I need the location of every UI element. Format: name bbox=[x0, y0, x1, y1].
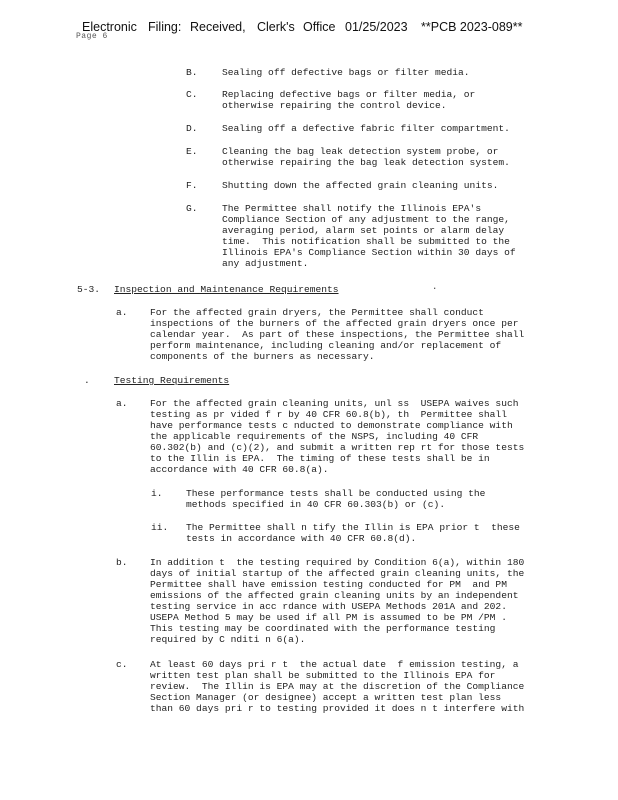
header-received: Received, bbox=[190, 20, 246, 34]
section-6-item-b-line: emissions of the affected grain cleaning units by an independent bbox=[150, 590, 519, 601]
section-6-item-a-label: a. bbox=[116, 398, 128, 409]
section-6-item-c-label: c. bbox=[116, 659, 128, 670]
section-6-sub-item-ii-line: The Permittee shall n tify the Illin is EPA prior t these bbox=[186, 522, 520, 533]
list-item-g-line: averaging period, alarm set points or alarm delay bbox=[222, 225, 505, 236]
list-item-e-label: E. bbox=[186, 146, 198, 157]
section-6-item-b-line: In addition t the testing required by Condition 6(a), within 180 bbox=[150, 557, 525, 568]
section-6-sub-item-i-label: i. bbox=[151, 488, 163, 499]
section-6-item-c-line: than 60 days pri r to testing provided it does n t interfere with bbox=[150, 703, 525, 714]
list-item-d-label: D. bbox=[186, 123, 198, 134]
section-6-item-b-label: b. bbox=[116, 557, 128, 568]
section-6-item-c-line: review. The Illin is EPA may at the discretion of the Compliance bbox=[150, 681, 525, 692]
list-item-f-line: Shutting down the affected grain cleaning units. bbox=[222, 180, 499, 191]
header-office: Office bbox=[303, 20, 336, 34]
section-6-sub-item-i-line: methods specified in 40 CFR 60.303(b) or (c). bbox=[186, 499, 446, 510]
list-item-c-line: otherwise repairing the control device. bbox=[222, 100, 447, 111]
section-5-3-tick: . bbox=[432, 282, 438, 292]
list-item-c-line: Replacing defective bags or filter media, or bbox=[222, 89, 476, 100]
header-electronic: Electronic bbox=[82, 20, 137, 34]
list-item-f-label: F. bbox=[186, 180, 198, 191]
section-6-item-a-line: 60.302(b) and (c)(2), and submit a written rep rt for those tests bbox=[150, 442, 525, 453]
section-5-3-item-a-line: inspections of the burners of the affected grain dryers once per bbox=[150, 318, 519, 329]
section-6-item-a-line: to the Illin is EPA. The timing of these tests shall be in bbox=[150, 453, 490, 464]
section-5-3-item-a-label: a. bbox=[116, 307, 128, 318]
section-6-item-b-line: testing service in acc rdance with USEPA Methods 201A and 202. bbox=[150, 601, 507, 612]
section-5-3-number: 5-3. bbox=[77, 284, 101, 295]
list-item-e-line: otherwise repairing the bag leak detection system. bbox=[222, 157, 510, 168]
section-6-item-a-line: accordance with 40 CFR 60.8(a). bbox=[150, 464, 329, 475]
list-item-g-line: Illinois EPA's Compliance Section within 30 days of bbox=[222, 247, 516, 258]
section-6-item-a-line: have performance tests c nducted to demonstrate compliance with bbox=[150, 420, 513, 431]
section-6-item-b-line: This testing may be coordinated with the performance testing bbox=[150, 623, 496, 634]
list-item-c-label: C. bbox=[186, 89, 198, 100]
list-item-g-line: The Permittee shall notify the Illinois EPA's bbox=[222, 203, 482, 214]
header-clerks: Clerk's bbox=[257, 20, 295, 34]
section-6-item-c-line: Section Manager (or designee) accept a written test plan less bbox=[150, 692, 502, 703]
list-item-b-line: Sealing off defective bags or filter media. bbox=[222, 67, 470, 78]
header-filing: Filing: bbox=[148, 20, 182, 34]
list-item-g-line: Compliance Section of any adjustment to the range, bbox=[222, 214, 510, 225]
section-6-item-c-line: written test plan shall be submitted to the Illinois EPA for bbox=[150, 670, 496, 681]
section-5-3-item-a-line: calendar year. As part of these inspections, the Permittee shall bbox=[150, 329, 525, 340]
section-6-item-b-line: Permittee shall have emission testing conducted for PM and PM bbox=[150, 579, 507, 590]
section-6-item-c-line: At least 60 days pri r t the actual date f emission testing, a bbox=[150, 659, 519, 670]
section-6-sub-item-i-line: These performance tests shall be conducted using the bbox=[186, 488, 486, 499]
list-item-e-line: Cleaning the bag leak detection system probe, or bbox=[222, 146, 499, 157]
list-item-b-label: B. bbox=[186, 67, 198, 78]
list-item-g-line: time. This notification shall be submitted to the bbox=[222, 236, 510, 247]
section-6-item-b-line: required by C nditi n 6(a). bbox=[150, 634, 306, 645]
section-6-item-a-line: testing as pr vided f r by 40 CFR 60.8(b), th Permittee shall bbox=[150, 409, 507, 420]
section-6-item-a-line: the applicable requirements of the NSPS, including 40 CFR bbox=[150, 431, 479, 442]
header-date: 01/25/2023 bbox=[345, 20, 408, 34]
filing-stamp-header bbox=[82, 20, 602, 34]
page-number: Page 6 bbox=[76, 32, 108, 41]
section-6-heading: Testing Requirements bbox=[114, 375, 230, 386]
list-item-g-line: any adjustment. bbox=[222, 258, 309, 269]
section-6-sub-item-ii-label: ii. bbox=[151, 522, 169, 533]
list-item-d-line: Sealing off a defective fabric filter compartment. bbox=[222, 123, 510, 134]
section-5-3-item-a-line: perform maintenance, including cleaning and/or replacement of bbox=[150, 340, 502, 351]
section-6-item-a-line: For the affected grain cleaning units, unl ss USEPA waives such bbox=[150, 398, 519, 409]
section-6-item-b-line: USEPA Method 5 may be used if all PM is assumed to be PM /PM . bbox=[150, 612, 507, 623]
section-6-sub-item-ii-line: tests in accordance with 40 CFR 60.8(d). bbox=[186, 533, 417, 544]
section-5-3-item-a-line: For the affected grain dryers, the Permittee shall conduct bbox=[150, 307, 484, 318]
section-6-item-b-line: days of initial startup of the affected grain cleaning units, the bbox=[150, 568, 525, 579]
section-6-number: . bbox=[84, 375, 90, 386]
header-case-number: **PCB 2023-089** bbox=[421, 20, 523, 34]
section-5-3-heading: Inspection and Maintenance Requirements bbox=[114, 284, 339, 295]
list-item-g-label: G. bbox=[186, 203, 198, 214]
section-5-3-item-a-line: components of the burners as necessary. bbox=[150, 351, 375, 362]
